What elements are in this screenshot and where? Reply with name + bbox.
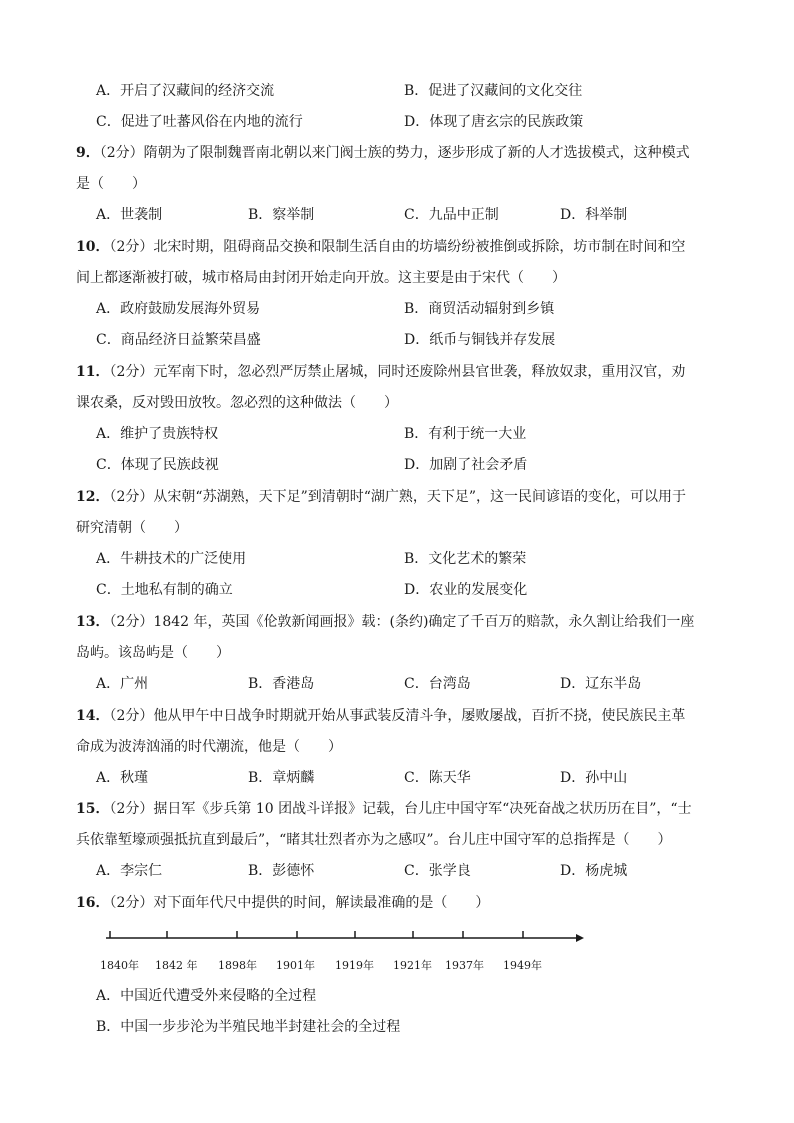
q10-option-a[interactable]: A．政府鼓励发展海外贸易	[96, 301, 261, 317]
q14-score: （2分）	[109, 708, 154, 724]
q12-option-b[interactable]: B．文化艺术的繁荣	[404, 551, 527, 567]
q10-option-b[interactable]: B．商贸活动辐射到乡镇	[404, 301, 555, 317]
q13-option-d[interactable]: D．辽东半岛	[560, 676, 642, 692]
q9-score: （2分）	[99, 145, 144, 161]
q16-score: （2分）	[109, 895, 154, 911]
q11-option-a[interactable]: A．维护了贵族特权	[96, 426, 219, 442]
q10-score: （2分）	[109, 239, 154, 255]
q12-option-a[interactable]: A．牛耕技术的广泛使用	[96, 551, 247, 567]
q8-option-b[interactable]: B．促进了汉藏间的文化交往	[404, 83, 583, 99]
q10-text: 北宋时期，阻碍商品交换和限制生活自由的坊墙纷纷被推倒或拆除，坊市制在时间和空	[153, 239, 686, 255]
q16-stem-line1	[76, 893, 489, 913]
q10-option-d[interactable]: D．纸币与铜钱并存发展	[404, 332, 556, 348]
timeline-label: 1919年	[335, 959, 374, 972]
q15-option-d[interactable]: D．杨虎城	[560, 863, 628, 879]
q11-option-b[interactable]: B．有利于统一大业	[404, 426, 527, 442]
q10-option-c[interactable]: C．商品经济日益繁荣昌盛	[96, 332, 261, 348]
q8-option-d[interactable]: D．体现了唐玄宗的民族政策	[404, 114, 584, 130]
q15-score: （2分）	[109, 801, 154, 817]
timeline-label: 1898年	[218, 959, 257, 972]
q8-option-a[interactable]: A．开启了汉藏间的经济交流	[96, 83, 275, 99]
q12-option-c[interactable]: C．土地私有制的确立	[96, 582, 233, 598]
q15-option-c[interactable]: C．张学良	[404, 863, 471, 879]
timeline-label: 1842 年	[155, 959, 198, 972]
q13-stem-line2: 岛屿。该岛屿是（ ）	[76, 645, 230, 661]
timeline-label: 1901年	[276, 959, 315, 972]
q12-stem-line2: 研究清朝（ ）	[76, 520, 188, 536]
q11-number: 11．	[76, 364, 110, 380]
q9-stem-line2: 是（ ）	[76, 176, 146, 192]
q10-number: 10．	[76, 239, 110, 255]
q9-option-c[interactable]: C．九品中正制	[404, 207, 499, 223]
q15-stem-line1	[76, 799, 692, 819]
q13-option-b[interactable]: B．香港岛	[248, 676, 315, 692]
q9-option-b[interactable]: B．察举制	[248, 207, 315, 223]
q14-option-b[interactable]: B．章炳麟	[248, 770, 315, 786]
q12-number: 12．	[76, 489, 110, 505]
timeline-arrow-icon	[576, 934, 584, 942]
q12-text: 从宋朝“苏湖熟，天下足”到清朝时“湖广熟，天下足”，这一民间谚语的变化，可以用于	[153, 489, 687, 505]
q11-score: （2分）	[109, 364, 154, 380]
q12-option-d[interactable]: D．农业的发展变化	[404, 582, 528, 598]
q13-text: 1842 年，英国《伦敦新闻画报》载：(条约)确定了千百万的赔款，永久割让给我们一座	[153, 614, 695, 630]
q12-score: （2分）	[109, 489, 154, 505]
timeline-label: 1949年	[503, 959, 542, 972]
q10-stem-line2: 间上都逐渐被打破，城市格局由封闭开始走向开放。这主要是由于宋代（ ）	[76, 270, 566, 286]
q13-stem-line1	[76, 612, 694, 632]
q14-option-d[interactable]: D．孙中山	[560, 770, 628, 786]
q14-option-c[interactable]: C．陈天华	[404, 770, 471, 786]
q14-stem-line1	[76, 706, 685, 726]
q13-score: （2分）	[109, 614, 154, 630]
q8-option-c[interactable]: C．促进了吐蕃风俗在内地的流行	[96, 114, 303, 130]
q9-option-d[interactable]: D．科举制	[560, 207, 628, 223]
q15-option-a[interactable]: A．李宗仁	[96, 863, 163, 879]
q11-stem-line2: 课农桑，反对毁田放牧。忽必烈的这种做法（ ）	[76, 395, 398, 411]
q14-number: 14．	[76, 708, 110, 724]
q9-stem-line1	[76, 143, 690, 163]
q11-option-c[interactable]: C．体现了民族歧视	[96, 457, 219, 473]
q9-text: 隋朝为了限制魏晋南北朝以来门阀士族的势力，逐步形成了新的人才选拔模式，这种模式	[143, 145, 690, 161]
q14-option-a[interactable]: A．秋瑾	[96, 770, 149, 786]
q15-text: 据日军《步兵第 10 团战斗详报》记载，台儿庄中国守军“决死奋战之状历历在目”，“士	[153, 801, 692, 817]
q16-number: 16．	[76, 895, 110, 911]
q10-stem-line1	[76, 237, 685, 257]
q12-stem-line1	[76, 487, 686, 507]
q11-stem-line1	[76, 362, 685, 382]
timeline-label: 1937年	[445, 959, 484, 972]
q16-option-b[interactable]: B．中国一步步沦为半殖民地半封建社会的全过程	[96, 1019, 401, 1035]
q15-option-b[interactable]: B．彭德怀	[248, 863, 315, 879]
q14-text: 他从甲午中日战争时期就开始从事武装反清斗争，屡败屡战，百折不挠，使民族民主革	[153, 708, 686, 724]
q15-stem-line2: 兵依靠堑壕顽强抵抗直到最后”，“睹其壮烈者亦为之感叹”。台儿庄中国守军的总指挥是（ ）	[76, 832, 672, 848]
timeline-axis	[100, 925, 600, 955]
q9-option-a[interactable]: A．世袭制	[96, 207, 163, 223]
q11-option-d[interactable]: D．加剧了社会矛盾	[404, 457, 528, 473]
q15-number: 15．	[76, 801, 110, 817]
timeline-ruler	[100, 925, 600, 985]
q13-option-c[interactable]: C．台湾岛	[404, 676, 471, 692]
q13-number: 13．	[76, 614, 110, 630]
q9-number: 9．	[76, 145, 100, 161]
q11-text: 元军南下时，忽必烈严厉禁止屠城，同时还废除州县官世袭，释放奴隶，重用汉官，劝	[153, 364, 686, 380]
q14-stem-line2: 命成为波涛汹涌的时代潮流，他是（ ）	[76, 739, 342, 755]
q16-text: 对下面年代尺中提供的时间，解读最准确的是（ ）	[153, 895, 490, 911]
timeline-label: 1921年	[393, 959, 432, 972]
q16-option-a[interactable]: A．中国近代遭受外来侵略的全过程	[96, 988, 317, 1004]
timeline-label: 1840年	[100, 959, 139, 972]
q13-option-a[interactable]: A．广州	[96, 676, 149, 692]
